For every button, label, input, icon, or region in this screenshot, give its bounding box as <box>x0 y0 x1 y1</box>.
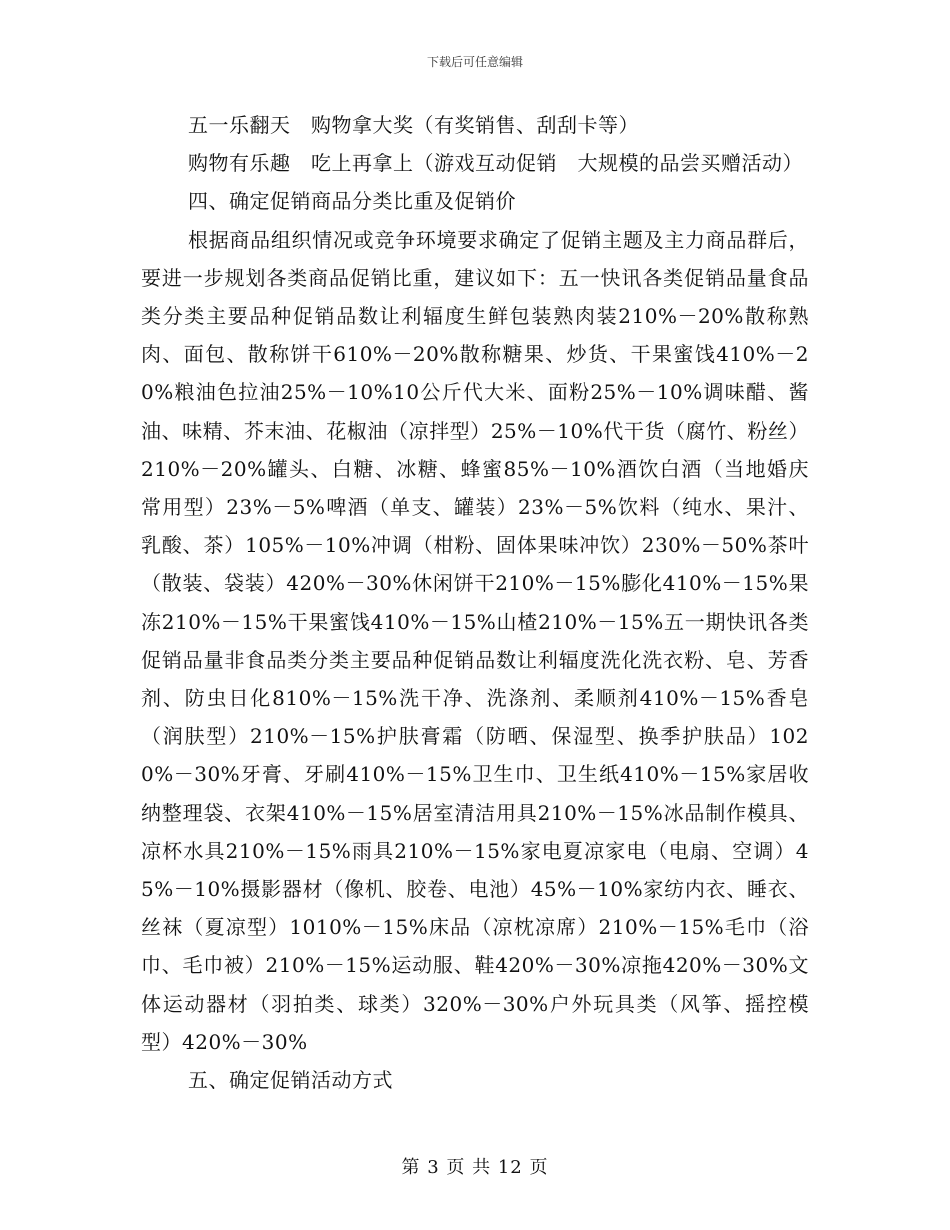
page-footer: 第 3 页 共 12 页 <box>401 1157 549 1178</box>
section-heading-5: 五、确定促销活动方式 <box>188 1068 393 1093</box>
paragraph-promotion-ratio: 根据商品组织情况或竞争环境要求确定了促销主题及主力商品群后，要进一步规划各类商品促销比重，建议如下：五一快讯各类促销品量食品类分类主要品种促销品数让利辐度生鲜包装熟肉装210%－20%散称熟肉、面包、散称饼干610%－20%散称糖果、炒货、干果蜜饯410%－20%粮油色拉油25%－10%10公斤代大米、面粉25%－10%调味醋、酱油、味精、芥末油、花椒油（凉拌型）25%－10%代干货（腐竹、粉丝）210%－20%罐头、白糖、冰糖、蜂蜜85%－10%酒饮白酒（当地婚庆常用型）23%－5%啤酒（单支、罐装）23%－5%饮料（纯水、果汁、乳酸、茶）105%－10%冲调（柑粉、固体果味冲饮）230%－50%茶叶（散装、袋装）420%－30%休闲饼干210%－15%膨化410%－15%果冻210%－15%干果蜜饯410%－15%山楂210%－15%五一期快讯各类促销品量非食品类分类主要品种促销品数让利辐度洗化洗衣粉、皂、芳香剂、防虫日化810%－15%洗干净、洗涤剂、柔顺剂410%－15%香皂（润肤型）210%－15%护肤膏霜（防晒、保湿型、换季护肤品）1020%－30%牙膏、牙刷410%－15%卫生巾、卫生纸410%－15%家居收纳整理袋、衣架410%－15%居室清洁用具210%－15%冰品制作模具、凉杯水具210%－15%雨具210%－15%家电夏凉家电（电扇、空调）45%－10%摄影器材（像机、胶卷、电池）45%－10%家纺内衣、睡衣、丝袜（夏凉型）1010%－15%床品（凉枕凉席）210%－15%毛巾（浴巾、毛巾被）210%－15%运动服、鞋420%－30%凉拖420%－30%文体运动器材（羽拍类、球类）320%－30%户外玩具类（风筝、摇控模型）420%－30% <box>141 227 809 1054</box>
document-body <box>141 106 809 1099</box>
paragraph-slogan-2: 购物有乐趣 吃上再拿上（游戏互动促销 大规模的品尝买赠活动） <box>188 151 803 176</box>
section-heading-4: 四、确定促销商品分类比重及促销价 <box>188 189 516 214</box>
paragraph-slogan-1: 五一乐翻天 购物拿大奖（有奖销售、刮刮卡等） <box>188 113 639 137</box>
page-header: 下载后可任意编辑 <box>426 55 523 69</box>
